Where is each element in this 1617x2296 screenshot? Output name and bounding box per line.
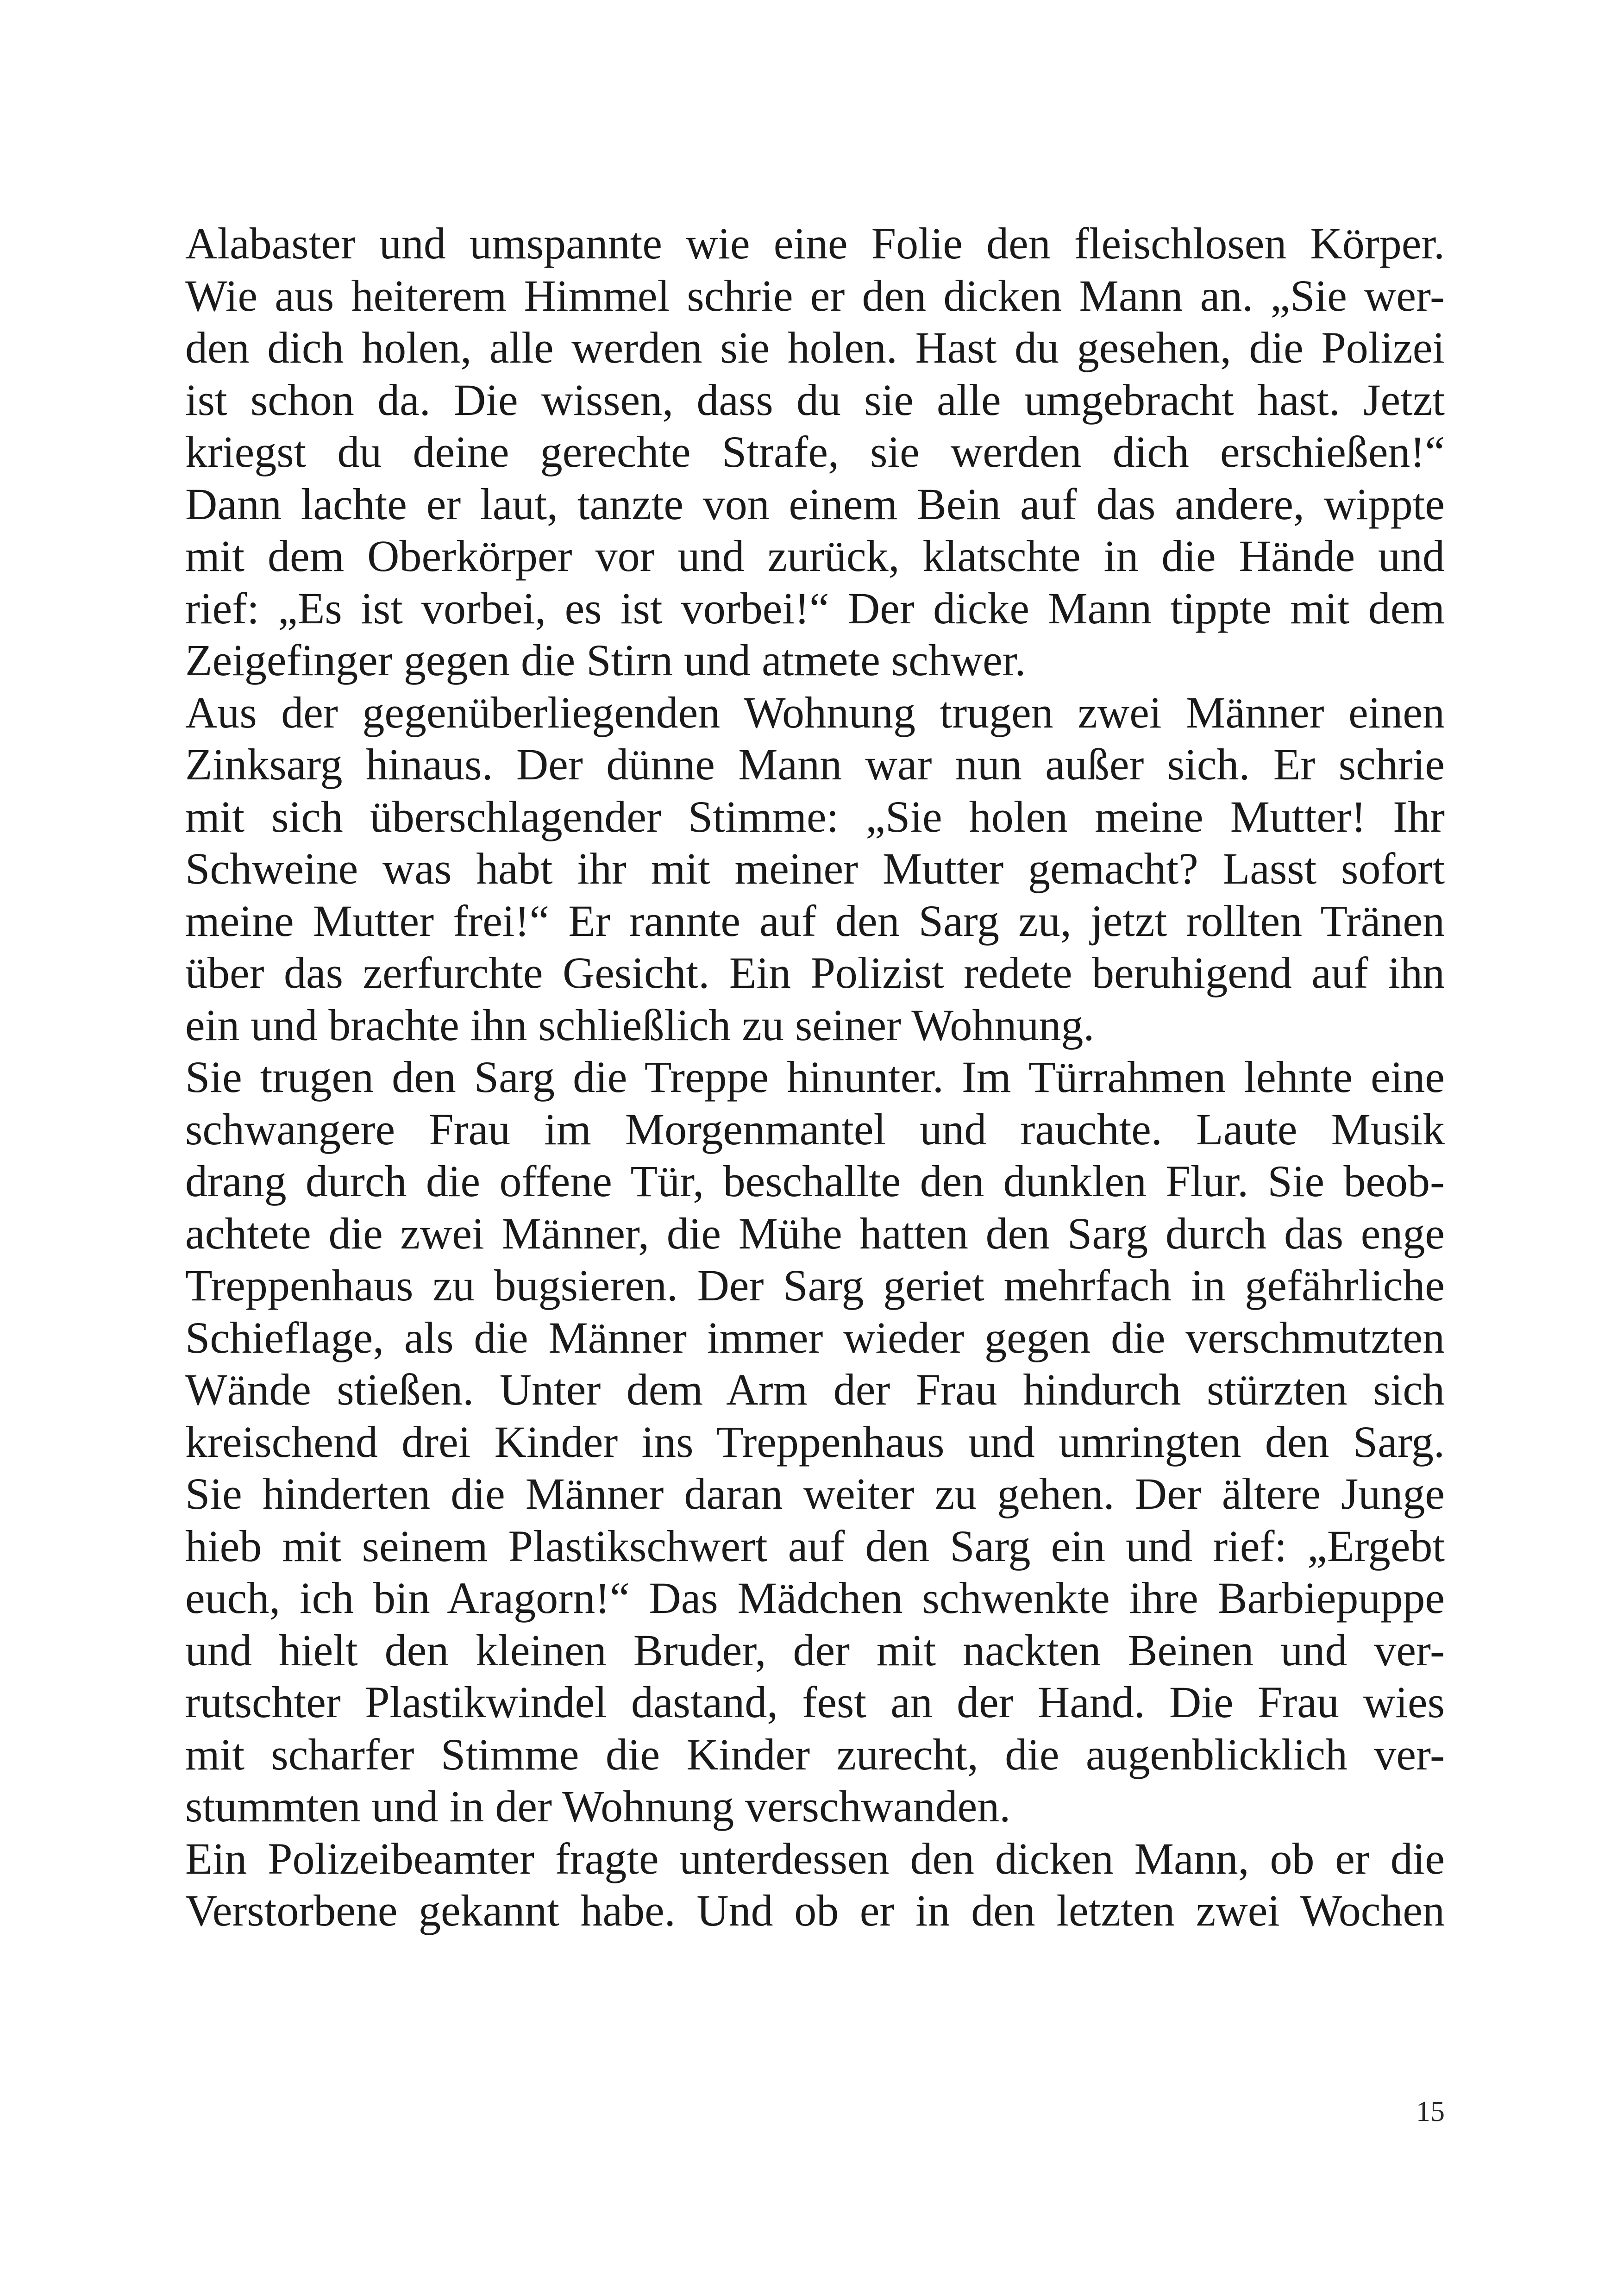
paragraph-end-line: stummten und in der Wohnung verschwanden.	[185, 1782, 1011, 1831]
text-line: Verstorbene gekannt habe. Und ob er in den letzten zwei Wochen	[185, 1886, 1445, 1935]
text-line: Aus der gegenüberliegenden Wohnung trugen zwei Männer einen	[185, 687, 1445, 737]
text-line: über das zerfurchte Gesicht. Ein Polizist redete beruhigend auf ihn	[185, 948, 1445, 997]
text-line: mit dem Oberkörper vor und zurück, klatschte in die Hände und	[185, 531, 1445, 581]
text-line: achtete die zwei Männer, die Mühe hatten den Sarg durch das enge	[185, 1208, 1445, 1258]
paragraph-end-line: Zeigefinger gegen die Stirn und atmete schwer.	[185, 635, 1026, 685]
text-line: meine Mutter frei!“ Er rannte auf den Sarg zu, jetzt rollten Tränen	[185, 896, 1445, 946]
text-line: kriegst du deine gerechte Strafe, sie werden dich erschießen!“	[185, 427, 1445, 477]
text-line: Sie trugen den Sarg die Treppe hinunter. Im Türrahmen lehnte eine	[185, 1052, 1445, 1102]
text-line: mit sich überschlagender Stimme: „Sie holen meine Mutter! Ihr	[185, 791, 1445, 841]
text-line: und hielt den kleinen Bruder, der mit nackten Beinen und ver-	[185, 1625, 1445, 1675]
text-line: hieb mit seinem Plastikschwert auf den Sarg ein und rief: „Ergebt	[185, 1521, 1445, 1571]
text-line: Wie aus heiterem Himmel schrie er den dicken Mann an. „Sie wer-	[185, 270, 1445, 320]
page-number: 15	[1416, 2096, 1445, 2127]
text-line: euch, ich bin Aragorn!“ Das Mädchen schwenkte ihre Barbiepuppe	[185, 1573, 1445, 1623]
text-line: rutschter Plastikwindel dastand, fest an der Hand. Die Frau wies	[185, 1677, 1445, 1727]
text-line: Alabaster und umspannte wie eine Folie den fleischlosen Körper.	[185, 219, 1445, 268]
text-line: Zinksarg hinaus. Der dünne Mann war nun außer sich. Er schrie	[185, 740, 1445, 789]
text-line: mit scharfer Stimme die Kinder zurecht, die augenblicklich ver-	[185, 1729, 1445, 1779]
body-text	[185, 218, 1445, 1937]
text-line: Schieflage, als die Männer immer wieder gegen die verschmutzten	[185, 1312, 1445, 1362]
paragraph-end-line: ein und brachte ihn schließlich zu seiner Wohnung.	[185, 1000, 1095, 1050]
text-line: schwangere Frau im Morgenmantel und rauchte. Laute Musik	[185, 1104, 1445, 1154]
text-line: drang durch die offene Tür, beschallte den dunklen Flur. Sie beob-	[185, 1156, 1445, 1206]
text-line: Schweine was habt ihr mit meiner Mutter gemacht? Lasst sofort	[185, 844, 1445, 893]
text-line: Sie hinderten die Männer daran weiter zu gehen. Der ältere Junge	[185, 1469, 1445, 1518]
text-line: Treppenhaus zu bugsieren. Der Sarg geriet mehrfach in gefährliche	[185, 1261, 1445, 1310]
text-line: Dann lachte er laut, tanzte von einem Bein auf das andere, wippte	[185, 479, 1445, 529]
text-line: den dich holen, alle werden sie holen. Hast du gesehen, die Polizei	[185, 323, 1445, 372]
text-line: kreischend drei Kinder ins Treppenhaus und umringten den Sarg.	[185, 1417, 1445, 1467]
text-line: Wände stießen. Unter dem Arm der Frau hindurch stürzten sich	[185, 1365, 1445, 1414]
text-line: rief: „Es ist vorbei, es ist vorbei!“ Der dicke Mann tippte mit dem	[185, 583, 1445, 633]
text-line: Ein Polizeibeamter fragte unterdessen den dicken Mann, ob er die	[185, 1833, 1445, 1883]
text-line: ist schon da. Die wissen, dass du sie alle umgebracht hast. Jetzt	[185, 375, 1445, 425]
